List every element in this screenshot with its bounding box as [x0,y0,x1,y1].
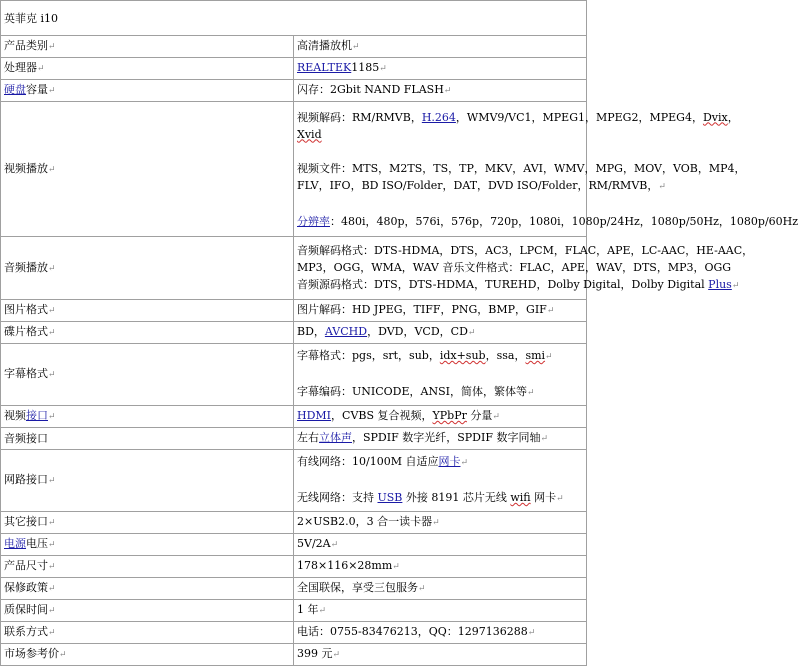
value-text: Dvix [702,110,728,124]
label-text: 视频播放 [4,161,48,175]
table-row [1,36,587,58]
table-row [1,534,587,556]
audio-line-1 [297,242,754,259]
row-value [294,600,587,622]
wireless-network-line [297,489,583,508]
value-text: 外接 8191 芯片无线 [402,491,511,504]
row-label [1,58,294,80]
value-text: MP3，OGG，WMA，WAV 音乐文件格式：FLAC，APE，WAV，DTS，MP3，OGG [297,260,732,274]
row-label [1,322,294,344]
paragraph-mark: ↵ [443,86,452,96]
realtek-link[interactable]: REALTEK [297,61,352,74]
paragraph-mark: ↵ [418,584,426,594]
video-decode-line [297,109,739,126]
label-text: 质保时间 [4,603,48,616]
paragraph-mark: ↵ [48,86,56,96]
row-label [1,644,294,666]
label-text: 产品类别 [4,39,48,52]
paragraph-mark: ↵ [48,328,56,338]
value-text: ，SPDIF 数字光纤，SPDIF 数字同轴 [352,431,541,444]
row-value [294,406,587,428]
video-decode-line-2 [297,126,583,143]
value-text: FLV，IFO，BD ISO/Folder，DAT，DVD ISO/Folder，RM/RMVB， [297,178,659,192]
row-label [1,622,294,644]
paragraph-mark: ↵ [330,540,339,550]
value-text: ：480i，480p，576i，576p，720p，1080i，1080p/24Hz，1080p/50Hz，1080p/60Hz [330,214,798,228]
paragraph-mark: ↵ [658,181,666,192]
paragraph-mark: ↵ [318,606,327,616]
stereo-link[interactable]: 立体声 [319,431,352,444]
label-text: 音频播放 [4,260,48,274]
value-text: ，WMV9/VC1，MPEG1，MPEG2，MPEG4， [455,110,703,124]
paragraph-mark: ↵ [48,263,56,274]
paragraph-mark: ↵ [332,650,341,660]
row-value [294,534,587,556]
blank-line [297,143,583,160]
paragraph-mark: ↵ [59,650,67,660]
avchd-link[interactable]: AVCHD [324,325,368,338]
paragraph-mark: ↵ [352,42,360,52]
value-text: 音频源码格式：DTS，DTS-HDMA，TUREHD，Dolby Digital，Dolby Digital [297,277,709,291]
paragraph-mark: ↵ [48,628,56,638]
label-text: 其它接口 [4,515,48,528]
value-text: 左右 [297,431,319,444]
product-title-text: 英菲克 i10 [4,11,59,25]
table-row [1,450,587,512]
row-value [294,58,587,80]
value-text: 1 年 [297,603,319,616]
table-row [1,1,587,36]
row-label [1,450,294,512]
paragraph-mark: ↵ [37,64,45,74]
value-text: 全国联保，享受三包服务 [297,581,418,594]
row-label [1,600,294,622]
label-text: 产品尺寸 [4,559,48,572]
value-text: 2×USB2.0，3 合一读卡器 [297,515,433,528]
video-files-line-2 [297,177,666,196]
label-text: 容量 [26,83,48,96]
table-row [1,58,587,80]
row-label [1,36,294,58]
row-value [294,556,587,578]
row-label [1,428,294,450]
paragraph-mark: ↵ [48,164,56,175]
row-value [294,578,587,600]
audio-line-3 [297,276,740,295]
value-text: 字幕格式：pgs，srt，sub， [297,349,440,362]
paragraph-mark: ↵ [460,458,469,468]
paragraph-mark: ↵ [527,628,536,638]
label-text: 市场参考价 [4,647,59,660]
paragraph-mark: ↵ [48,562,56,572]
value-text: 视频解码：RM/RMVB， [297,110,422,124]
value-text: ，CVBS 复合视频， [331,409,433,422]
paragraph-mark: ↵ [731,280,740,291]
value-text: 视频文件：MTS，M2TS，TS，TP，MKV，AVI，WMV，MPG，MOV，VOB，MP4， [297,161,746,175]
value-text: 字幕编码：UNICODE，ANSI，简体，繁体等 [297,385,527,398]
value-text: ，ssa， [485,349,526,362]
value-text: BD， [297,325,325,338]
label-text: 音频接口 [4,432,48,445]
resolution-link[interactable]: 分辨率 [297,214,330,228]
h264-link[interactable]: H.264 [421,110,456,124]
label-text: 处理器 [4,61,37,74]
row-label [1,406,294,428]
table-row [1,578,587,600]
table-row [1,102,587,237]
usb-link[interactable]: USB [377,491,403,504]
wired-network-line [297,453,583,472]
paragraph-mark: ↵ [492,412,500,422]
row-label [1,512,294,534]
row-label [1,102,294,237]
label-text: 保修政策 [4,581,48,594]
table-row [1,428,587,450]
paragraph-mark: ↵ [48,412,56,422]
row-label [1,556,294,578]
paragraph-mark: ↵ [48,306,56,316]
label-text: 视频 [4,409,26,422]
paragraph-mark: ↵ [556,494,564,504]
table-row [1,406,587,428]
blank-line [297,196,583,213]
audio-line-2 [297,259,732,276]
value-text: wifi [510,491,531,504]
row-label [1,578,294,600]
value-text: 178×116×28mm [297,559,393,572]
paragraph-mark: ↵ [546,306,555,316]
video-resolution-line [297,213,798,230]
row-label [1,344,294,406]
subtitle-format-line [297,347,583,366]
paragraph-mark: ↵ [48,370,56,380]
paragraph-mark: ↵ [526,388,535,398]
row-value [294,300,587,322]
power-link[interactable]: 电源 [4,537,26,550]
label-text: 网路接口 [4,473,48,486]
table-row [1,80,587,102]
plus-link[interactable]: Plus [708,277,732,291]
paragraph-mark: ↵ [379,64,387,74]
row-value [294,428,587,450]
table-row [1,556,587,578]
interface-link[interactable]: 接口 [26,409,48,422]
value-text: smi [525,349,546,362]
harddisk-link[interactable]: 硬盘 [4,83,26,96]
value-text: YPbPr [432,409,467,422]
table-row [1,322,587,344]
value-text: 网卡 [530,491,557,504]
hdmi-link[interactable]: HDMI [297,409,332,422]
table-row [1,622,587,644]
value-text: 闪存：2Gbit NAND FLASH [297,83,444,96]
label-text: 碟片格式 [4,325,48,338]
subtitle-encoding-line [297,383,583,402]
row-value [294,102,798,237]
paragraph-mark: ↵ [48,476,56,486]
blank-line [297,472,583,489]
label-text: 图片格式 [4,303,48,316]
value-text: 5V/2A [297,537,331,550]
value-text: 音频解码格式：DTS-HDMA，DTS，AC3，LPCM，FLAC，APE，LC-AAC，HE-AAC， [297,243,754,257]
table-row [1,600,587,622]
paragraph-mark: ↵ [48,606,56,616]
video-files-line [297,160,746,177]
row-value [294,36,587,58]
row-value [294,322,587,344]
value-text: 399 元 [297,647,333,660]
value-text: 电话：0755-83476213，QQ：1297136288 [297,625,528,638]
paragraph-mark: ↵ [48,584,56,594]
nic-link[interactable]: 网卡 [438,455,461,468]
product-title [1,1,587,36]
value-text: Xvid [297,127,322,141]
value-text: 1185 [351,61,380,74]
row-value [294,644,587,666]
value-text: idx+sub [439,349,486,362]
label-text: 字幕格式 [4,367,48,380]
paragraph-mark: ↵ [545,352,553,362]
blank-line [297,366,583,383]
label-text: 联系方式 [4,625,48,638]
row-label [1,80,294,102]
row-label [1,534,294,556]
value-text: ， [727,110,739,124]
paragraph-mark: ↵ [48,42,56,52]
row-value [294,237,754,300]
value-text: 分量 [466,409,493,422]
paragraph-mark: ↵ [392,562,400,572]
table-row [1,344,587,406]
paragraph-mark: ↵ [467,328,476,338]
value-text: 高清播放机 [297,39,352,52]
paragraph-mark: ↵ [48,518,56,528]
row-value [294,80,587,102]
row-value [294,450,587,512]
row-value [294,622,587,644]
row-value [294,512,587,534]
paragraph-mark: ↵ [48,540,56,550]
paragraph-mark: ↵ [432,518,440,528]
value-text: 无线网络：支持 [297,491,378,504]
label-text: 电压 [26,537,48,550]
value-text: 图片解码：HD JPEG，TIFF，PNG，BMP，GIF [297,303,547,316]
table-row [1,300,587,322]
row-value [294,344,587,406]
value-text: 有线网络：10/100M 自适应 [297,455,439,468]
row-label [1,300,294,322]
table-row [1,512,587,534]
value-text: ，DVD，VCD，CD [367,325,468,338]
paragraph-mark: ↵ [540,434,549,444]
table-row [1,237,587,300]
table-row [1,644,587,666]
row-label [1,237,294,300]
